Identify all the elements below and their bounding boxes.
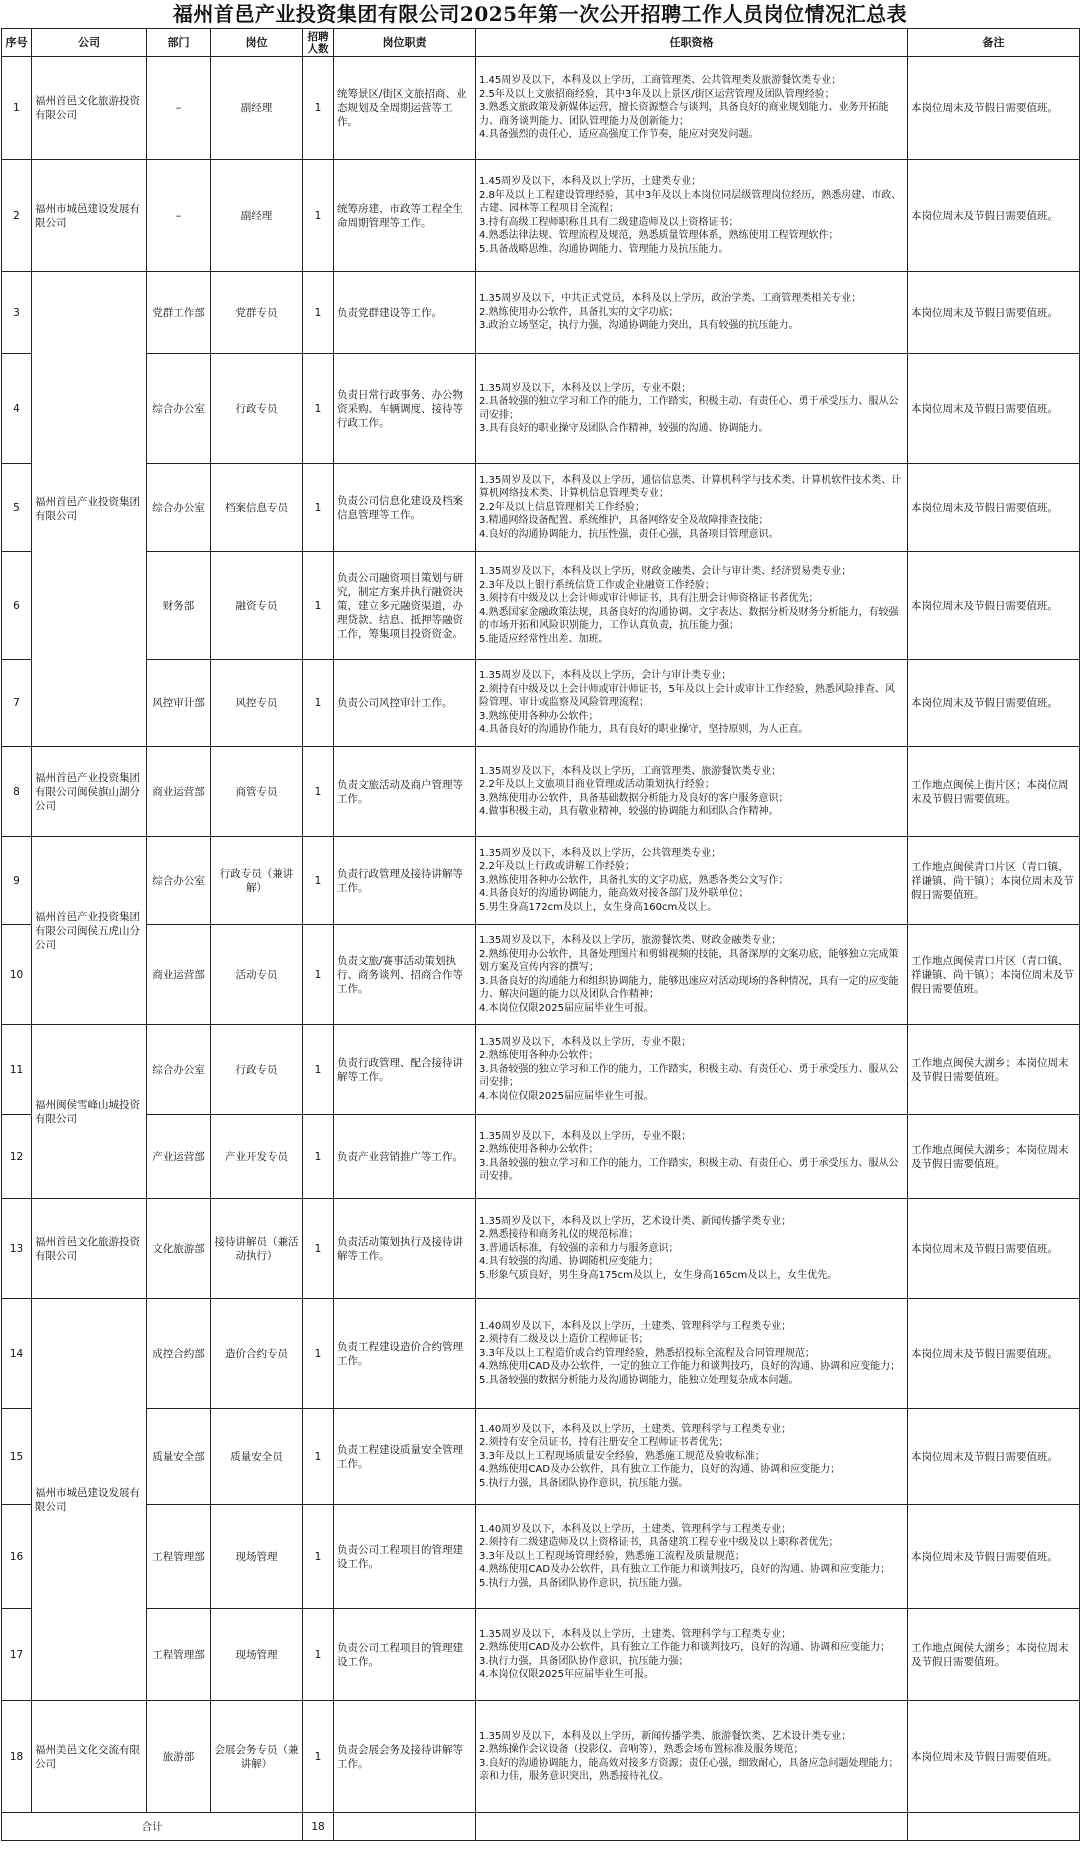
req-cell: 1.35周岁及以下，中共正式党员，本科及以上学历，政治学类、工商管理类相关专业； 2.熟练使用办公软件，具备扎实的文字功底； 3.政治立场坚定，执行力强，沟通协调能力突出，具有较强的抗压能力。 xyxy=(476,272,908,354)
total-count: 18 xyxy=(303,1813,334,1841)
seq-cell: 3 xyxy=(2,272,32,354)
dept-cell: 综合办公室 xyxy=(147,837,211,925)
req-cell: 1.35周岁及以下，本科及以上学历，会计与审计类专业； 2.须持有中级及以上会计师或审计师证书，5年及以上会计或审计工作经验，熟悉风险排查、风险管理、审计或监察及风险管理流程； 3.熟练使用各种办公软件； 4.具备良好的沟通协作能力，具有良好的职业操守，坚持原则，为人正直。 xyxy=(476,660,908,747)
duty-cell: 负责文旅活动及商户管理等工作。 xyxy=(334,747,476,837)
dept-cell: – xyxy=(147,57,211,160)
seq-cell: 7 xyxy=(2,660,32,747)
req-cell: 1.35周岁及以下，本科及以上学历，专业不限； 2.熟练使用各种办公软件； 3.具备较强的独立学习和工作的能力，工作踏实，积极主动、有责任心、勇于承受压力、服从公司安排。 xyxy=(476,1115,908,1199)
company-cell: 福州市城邑建设发展有限公司 xyxy=(32,160,147,272)
company-cell: 福州首邑产业投资集团有限公司 xyxy=(32,272,147,747)
note-cell: 工作地点闽侯大湖乡；本岗位周末及节假日需要值班。 xyxy=(908,1025,1080,1115)
req-cell: 1.40周岁及以下，本科及以上学历，土建类、管理科学与工程类专业； 2.须持有二级及以上造价工程师证书； 3.3年及以上工程造价或合约管理经验，熟悉招投标全流程及合同管理规范； 4.熟练使用CAD及办公软件，一定的独立工作能力和谈判技巧，良好的沟通、协调和应变能力； 5.具备较强的数据分析能力及沟通协调能力，能独立处理复杂成本问题。 xyxy=(476,1299,908,1409)
dept-cell: 商业运营部 xyxy=(147,747,211,837)
count-cell: 1 xyxy=(303,660,334,747)
req-cell: 1.35周岁及以下，本科及以上学历，工商管理类、旅游餐饮类专业； 2.2年及以上文旅项目商业管理或活动策划执行经验； 3.熟练使用办公软件，具备基础数据分析能力及良好的客户服务意识； 4.做事积极主动，具有敬业精神，较强的协调能力和团队合作精神。 xyxy=(476,747,908,837)
count-cell: 1 xyxy=(303,160,334,272)
duty-cell: 负责活动策划执行及接待讲解等工作。 xyxy=(334,1199,476,1299)
count-cell: 1 xyxy=(303,1115,334,1199)
position-cell: 造价合约专员 xyxy=(211,1299,303,1409)
count-cell: 1 xyxy=(303,1199,334,1299)
table-row xyxy=(2,925,1080,1025)
duty-cell: 负责公司工程项目的管理建设工作。 xyxy=(334,1505,476,1609)
count-cell: 1 xyxy=(303,1701,334,1813)
position-cell: 融资专员 xyxy=(211,552,303,660)
dept-cell: 综合办公室 xyxy=(147,464,211,552)
req-cell: 1.35周岁及以下，本科及以上学历，公共管理类专业； 2.2年及以上行政或讲解工作经验； 3.熟练使用各种办公软件，具备扎实的文字功底，熟悉各类公文写作； 4.具备良好的沟通协调能力，能高效对接各部门及外联单位； 5.男生身高172cm及以上，女生身高160cm及以上。 xyxy=(476,837,908,925)
position-cell: 副经理 xyxy=(211,160,303,272)
note-cell: 本岗位周末及节假日需要值班。 xyxy=(908,1409,1080,1505)
count-cell: 1 xyxy=(303,925,334,1025)
table-row xyxy=(2,1409,1080,1505)
req-cell: 1.40周岁及以下，本科及以上学历，土建类、管理科学与工程类专业； 2.须持有二级建造师及以上资格证书，具备建筑工程专业中级及以上职称者优先； 3.3年及以上工程现场管理经验，熟悉施工流程及质量规范； 4.熟练使用CAD及办公软件，具有独立工作能力和谈判技巧，良好的沟通、协调和应变能力； 5.执行力强，具备团队协作意识，抗压能力强。 xyxy=(476,1505,908,1609)
count-cell: 1 xyxy=(303,552,334,660)
note-cell: 工作地点闽侯大湖乡；本岗位周末及节假日需要值班。 xyxy=(908,1609,1080,1701)
dept-cell: 综合办公室 xyxy=(147,354,211,464)
duty-cell: 负责产业营销推广等工作。 xyxy=(334,1115,476,1199)
table-row xyxy=(2,354,1080,464)
table-row xyxy=(2,1025,1080,1115)
count-cell: 1 xyxy=(303,1505,334,1609)
company-cell: 福州美邑文化交流有限公司 xyxy=(32,1701,147,1813)
table-row xyxy=(2,57,1080,160)
duty-cell: 负责工程建设质量安全管理工作。 xyxy=(334,1409,476,1505)
position-cell: 商管专员 xyxy=(211,747,303,837)
count-cell: 1 xyxy=(303,1609,334,1701)
table-row xyxy=(2,272,1080,354)
req-cell: 1.35周岁及以下，本科及以上学历，旅游餐饮类、财政金融类专业； 2.熟练使用办公软件，具备处理图片和剪辑视频的技能，具备深厚的文案功底，能够独立完成策划方案及宣传内容的撰写； 3.具备良好的沟通能力和组织协调能力，能够迅速应对活动现场的各种情况，具有一定的应变能力、解决问题的能力以及团队合作精神； 4.本岗位仅限2025届应届毕业生可报。 xyxy=(476,925,908,1025)
req-cell: 1.35周岁及以下，本科及以上学历，土建类、管理科学与工程类专业； 2.熟练使用CAD及办公软件，具有独立工作能力和谈判技巧，良好的沟通、协调和应变能力； 3.执行力强，具备团队协作意识，抗压能力强； 4.本岗位仅限2025年应届毕业生可报。 xyxy=(476,1609,908,1701)
page-title: 福州首邑产业投资集团有限公司2025年第一次公开招聘工作人员岗位情况汇总表 xyxy=(172,2,908,26)
dept-cell: 党群工作部 xyxy=(147,272,211,354)
count-cell: 1 xyxy=(303,354,334,464)
count-cell: 1 xyxy=(303,837,334,925)
table-row xyxy=(2,837,1080,925)
dept-cell: 旅游部 xyxy=(147,1701,211,1813)
position-cell: 接待讲解员（兼活动执行） xyxy=(211,1199,303,1299)
total-label: 合计 xyxy=(2,1813,303,1841)
duty-cell: 统筹房建、市政等工程全生命周期管理等工作。 xyxy=(334,160,476,272)
position-cell: 副经理 xyxy=(211,57,303,160)
req-cell: 1.35周岁及以下，本科及以上学历，财政金融类、会计与审计类、经济贸易类专业； 2.3年及以上银行系统信贷工作或企业融资工作经验； 3.须持有中级及以上会计师或审计师证书，具有注册会计师资格证书者优先； 4.熟悉国家金融政策法规，具备良好的沟通协调、文字表达、数据分析及财务分析能力，有较强的市场开拓和风险识别能力，工作认真负责，抗压能力强； 5.能适应经常性出差、加班。 xyxy=(476,552,908,660)
dept-cell: 工程管理部 xyxy=(147,1609,211,1701)
note-cell: 本岗位周末及节假日需要值班。 xyxy=(908,354,1080,464)
req-cell: 1.35周岁及以下，本科及以上学历，专业不限； 2.具备较强的独立学习和工作的能力，工作踏实，积极主动、有责任心、勇于承受压力、服从公司安排； 3.具有良好的职业操守及团队合作精神，较强的沟通、协调能力。 xyxy=(476,354,908,464)
duty-cell: 负责工程建设造价合约管理工作。 xyxy=(334,1299,476,1409)
dept-cell: 成控合约部 xyxy=(147,1299,211,1409)
dept-cell: 综合办公室 xyxy=(147,1025,211,1115)
duty-cell: 负责会展会务及接待讲解等工作。 xyxy=(334,1701,476,1813)
note-cell: 本岗位周末及节假日需要值班。 xyxy=(908,1299,1080,1409)
req-cell: 1.40周岁及以下，本科及以上学历，土建类、管理科学与工程类专业； 2.须持有安全员证书，持有注册安全工程师证书者优先； 3.3年及以上工程现场质量安全经验，熟悉施工规范及验收标准； 4.熟练使用CAD及办公软件，具有独立工作能力，良好的沟通、协调和应变能力； 5.执行力强，具备团队协作意识，抗压能力强。 xyxy=(476,1409,908,1505)
req-cell: 1.45周岁及以下，本科及以上学历，工商管理类、公共管理类及旅游餐饮类专业； 2.5年及以上文旅招商经验，其中3年及以上景区/街区运营管理及团队管理经验； 3.熟悉文旅政策及新媒体运营，擅长资源整合与谈判，具备良好的商业规划能力、业务开拓能力、商务谈判能力、团队管理能力及创新能力； 4.具备强烈的责任心，适应高强度工作节奏，能应对突发问题。 xyxy=(476,57,908,160)
position-cell: 会展会务专员（兼讲解） xyxy=(211,1701,303,1813)
note-cell: 工作地点闽侯青口片区（青口镇、祥谦镇、尚干镇）；本岗位周末及节假日需要值班。 xyxy=(908,925,1080,1025)
seq-cell: 10 xyxy=(2,925,32,1025)
total-empty-cell xyxy=(476,1813,908,1841)
duty-cell: 统筹景区/街区文旅招商、业态规划及全周期运营等工作。 xyxy=(334,57,476,160)
note-cell: 本岗位周末及节假日需要值班。 xyxy=(908,272,1080,354)
note-cell: 本岗位周末及节假日需要值班。 xyxy=(908,464,1080,552)
company-cell: 福州首邑产业投资集团有限公司闽侯五虎山分公司 xyxy=(32,837,147,1025)
seq-cell: 11 xyxy=(2,1025,32,1115)
dept-cell: 工程管理部 xyxy=(147,1505,211,1609)
company-cell: 福州首邑文化旅游投资有限公司 xyxy=(32,1199,147,1299)
duty-cell: 负责公司风控审计工作。 xyxy=(334,660,476,747)
table-row xyxy=(2,464,1080,552)
note-cell: 工作地点闽侯青口片区（青口镇、祥谦镇、尚干镇）；本岗位周末及节假日需要值班。 xyxy=(908,837,1080,925)
position-cell: 现场管理 xyxy=(211,1505,303,1609)
seq-cell: 17 xyxy=(2,1609,32,1701)
dept-cell: – xyxy=(147,160,211,272)
header-req: 任职资格 xyxy=(476,29,908,57)
header-dept: 部门 xyxy=(147,29,211,57)
company-cell: 福州市城邑建设发展有限公司 xyxy=(32,1299,147,1701)
company-cell: 福州首邑文化旅游投资有限公司 xyxy=(32,57,147,160)
duty-cell: 负责文旅/赛事活动策划执行、商务谈判、招商合作等工作。 xyxy=(334,925,476,1025)
duty-cell: 负责行政管理及接待讲解等工作。 xyxy=(334,837,476,925)
total-empty-cell xyxy=(908,1813,1080,1841)
seq-cell: 1 xyxy=(2,57,32,160)
seq-cell: 13 xyxy=(2,1199,32,1299)
table-row xyxy=(2,552,1080,660)
note-cell: 工作地点闽侯上街片区；本岗位周末及节假日需要值班。 xyxy=(908,747,1080,837)
seq-cell: 12 xyxy=(2,1115,32,1199)
table-row xyxy=(2,660,1080,747)
table-row xyxy=(2,1609,1080,1701)
duty-cell: 负责行政管理、配合接待讲解等工作。 xyxy=(334,1025,476,1115)
seq-cell: 6 xyxy=(2,552,32,660)
position-cell: 产业开发专员 xyxy=(211,1115,303,1199)
table-row xyxy=(2,1505,1080,1609)
header-row xyxy=(2,29,1080,57)
dept-cell: 财务部 xyxy=(147,552,211,660)
position-cell: 档案信息专员 xyxy=(211,464,303,552)
header-position: 岗位 xyxy=(211,29,303,57)
position-cell: 党群专员 xyxy=(211,272,303,354)
count-cell: 1 xyxy=(303,272,334,354)
table-row xyxy=(2,1701,1080,1813)
table-row xyxy=(2,160,1080,272)
company-cell: 福州首邑产业投资集团有限公司闽侯旗山湖分公司 xyxy=(32,747,147,837)
duty-cell: 负责公司融资项目策划与研究，制定方案并执行融资决策，建立多元融资渠道，办理贷款、结息、抵押等融资工作，筹集项目投资资金。 xyxy=(334,552,476,660)
req-cell: 1.45周岁及以下，本科及以上学历，土建类专业； 2.8年及以上工程建设管理经验，其中3年及以上本岗位同层级管理岗位经历，熟悉房建、市政、古建、园林等工程项目全流程； 3.持有高级工程师职称且具有二级建造师及以上资格证书； 4.熟悉法律法规、管理流程及规范，熟悉质量管理体系，熟练使用工程管理软件； 5.具备战略思维、沟通协调能力、管理能力及抗压能力。 xyxy=(476,160,908,272)
req-cell: 1.35周岁及以下，本科及以上学历，专业不限； 2.熟练使用各种办公软件； 3.具备较强的独立学习和工作的能力，工作踏实，积极主动、有责任心、勇于承受压力、服从公司安排； 4.本岗位仅限2025届应届毕业生可报。 xyxy=(476,1025,908,1115)
seq-cell: 14 xyxy=(2,1299,32,1409)
seq-cell: 5 xyxy=(2,464,32,552)
table-row xyxy=(2,747,1080,837)
count-cell: 1 xyxy=(303,1025,334,1115)
count-cell: 1 xyxy=(303,1299,334,1409)
header-note: 备注 xyxy=(908,29,1080,57)
positions-table xyxy=(1,28,1080,1841)
position-cell: 活动专员 xyxy=(211,925,303,1025)
duty-cell: 负责公司信息化建设及档案信息管理等工作。 xyxy=(334,464,476,552)
seq-cell: 16 xyxy=(2,1505,32,1609)
position-cell: 质量安全员 xyxy=(211,1409,303,1505)
table-row xyxy=(2,1199,1080,1299)
dept-cell: 文化旅游部 xyxy=(147,1199,211,1299)
note-cell: 本岗位周末及节假日需要值班。 xyxy=(908,160,1080,272)
note-cell: 工作地点闽侯大湖乡；本岗位周末及节假日需要值班。 xyxy=(908,1115,1080,1199)
seq-cell: 15 xyxy=(2,1409,32,1505)
note-cell: 本岗位周末及节假日需要值班。 xyxy=(908,660,1080,747)
seq-cell: 4 xyxy=(2,354,32,464)
duty-cell: 负责党群建设等工作。 xyxy=(334,272,476,354)
header-company: 公司 xyxy=(32,29,147,57)
position-cell: 行政专员 xyxy=(211,354,303,464)
seq-cell: 8 xyxy=(2,747,32,837)
req-cell: 1.35周岁及以下，本科及以上学历，新闻传播学类、旅游餐饮类、艺术设计类专业； 2.熟练操作会议设备（投影仪、音响等），熟悉会场布置标准及服务规范； 3.良好的沟通协调能力，能高效对接多方资源；责任心强，细致耐心，具备应急问题处理能力；亲和力佳，服务意识突出，熟悉接待礼仪。 xyxy=(476,1701,908,1813)
duty-cell: 负责日常行政事务、办公物资采购、车辆调度、接待等行政工作。 xyxy=(334,354,476,464)
req-cell: 1.35周岁及以下，本科及以上学历，艺术设计类、新闻传播学类专业； 2.熟悉接待和商务礼仪的规范标准； 3.普通话标准，有较强的亲和力与服务意识； 4.具有较强的沟通、协调随机应变能力； 5.形象气质良好，男生身高175cm及以上，女生身高165cm及以上，女生优先。 xyxy=(476,1199,908,1299)
seq-cell: 9 xyxy=(2,837,32,925)
dept-cell: 质量安全部 xyxy=(147,1409,211,1505)
header-seq: 序号 xyxy=(2,29,32,57)
note-cell: 本岗位周末及节假日需要值班。 xyxy=(908,1701,1080,1813)
header-duty: 岗位职责 xyxy=(334,29,476,57)
position-cell: 行政专员（兼讲解） xyxy=(211,837,303,925)
seq-cell: 2 xyxy=(2,160,32,272)
dept-cell: 商业运营部 xyxy=(147,925,211,1025)
note-cell: 本岗位周末及节假日需要值班。 xyxy=(908,57,1080,160)
company-cell: 福州闽侯雪峰山城投资有限公司 xyxy=(32,1025,147,1199)
count-cell: 1 xyxy=(303,57,334,160)
note-cell: 本岗位周末及节假日需要值班。 xyxy=(908,1199,1080,1299)
position-cell: 行政专员 xyxy=(211,1025,303,1115)
seq-cell: 18 xyxy=(2,1701,32,1813)
table-row xyxy=(2,1115,1080,1199)
note-cell: 本岗位周末及节假日需要值班。 xyxy=(908,1505,1080,1609)
total-empty-cell xyxy=(334,1813,476,1841)
header-count: 招聘人数 xyxy=(303,29,334,57)
table-row xyxy=(2,1299,1080,1409)
count-cell: 1 xyxy=(303,1409,334,1505)
note-cell: 本岗位周末及节假日需要值班。 xyxy=(908,552,1080,660)
total-row xyxy=(2,1813,1080,1841)
position-cell: 风控专员 xyxy=(211,660,303,747)
position-cell: 现场管理 xyxy=(211,1609,303,1701)
duty-cell: 负责公司工程项目的管理建设工作。 xyxy=(334,1609,476,1701)
count-cell: 1 xyxy=(303,747,334,837)
dept-cell: 产业运营部 xyxy=(147,1115,211,1199)
dept-cell: 风控审计部 xyxy=(147,660,211,747)
req-cell: 1.35周岁及以下，本科及以上学历，通信信息类、计算机科学与技术类、计算机软件技术类、计算机网络技术类、计算机信息管理类专业； 2.2年及以上信息管理相关工作经验； 3.精通网络设备配置、系统维护，具备网络安全及故障排查技能； 4.良好的沟通协调能力，抗压性强，责任心强，具备项目管理意识。 xyxy=(476,464,908,552)
count-cell: 1 xyxy=(303,464,334,552)
